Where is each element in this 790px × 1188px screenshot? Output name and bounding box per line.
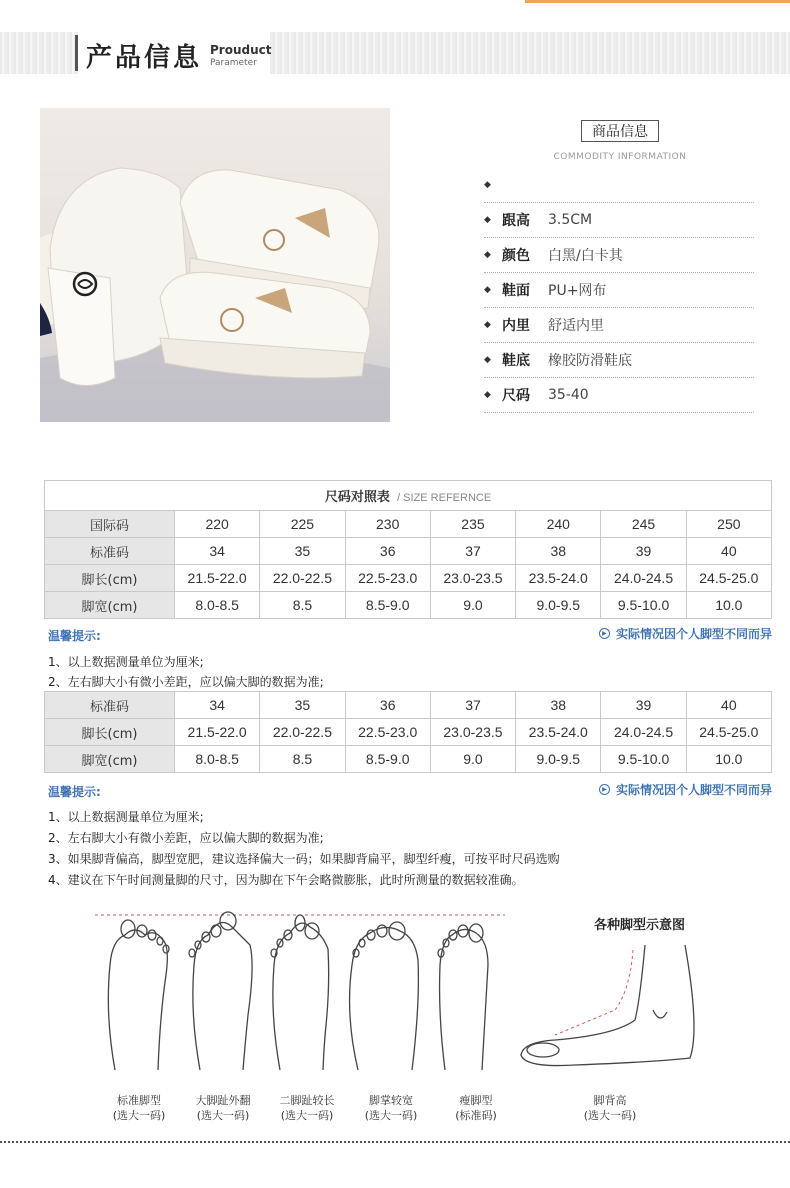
section-header xyxy=(0,32,790,74)
table-cell: 22.5-23.0 xyxy=(345,719,430,746)
table-cell: 35 xyxy=(260,692,345,719)
table-cell: 24.5-25.0 xyxy=(686,719,771,746)
spec-value: 35-40 xyxy=(548,387,589,403)
note-line: 4、建议在下午时间测量脚的尺寸，因为脚在下午会略微膨胀，此时所测量的数据较准确。 xyxy=(48,873,524,887)
table-cell: 37 xyxy=(430,692,515,719)
table-cell: 23.0-23.5 xyxy=(430,565,515,592)
spec-value: 舒适内里 xyxy=(548,318,604,334)
bullet-icon: ◆ xyxy=(484,390,491,400)
bullet-icon: ◆ xyxy=(484,355,491,365)
table-cell: 39 xyxy=(601,692,686,719)
bullet-icon: ◆ xyxy=(484,180,491,190)
foot-types-title: 各种脚型示意图 xyxy=(594,918,686,933)
table-cell: 8.5-9.0 xyxy=(345,746,430,773)
table-cell: 8.0-8.5 xyxy=(175,746,260,773)
table-cell: 36 xyxy=(345,692,430,719)
spec-row xyxy=(484,168,754,203)
section-subtitle-en: Parameter xyxy=(210,58,257,68)
size-table xyxy=(44,480,772,619)
play-circle-icon: ▶ xyxy=(599,628,610,639)
table-row xyxy=(45,511,772,538)
table-cell: 9.0 xyxy=(430,592,515,619)
product-photo xyxy=(40,108,390,422)
table-cell: 9.0-9.5 xyxy=(516,746,601,773)
bullet-icon: ◆ xyxy=(484,250,491,260)
table-cell: 9.5-10.0 xyxy=(601,592,686,619)
spec-row xyxy=(484,238,754,273)
spec-key: 鞋底 xyxy=(502,353,530,369)
row-header: 脚宽(cm) xyxy=(45,592,175,619)
table-row xyxy=(45,565,772,592)
table-cell: 23.0-23.5 xyxy=(430,719,515,746)
bullet-icon: ◆ xyxy=(484,320,491,330)
table-cell: 10.0 xyxy=(686,592,771,619)
foot-type-label: 脚背高 (选大一码) xyxy=(583,1094,637,1122)
table-cell: 235 xyxy=(430,511,515,538)
spec-row xyxy=(484,378,754,413)
tips-note: ▶ 实际情况因个人脚型不同而异 xyxy=(599,781,772,798)
spec-value: PU+网布 xyxy=(548,283,607,299)
table-cell: 35 xyxy=(260,538,345,565)
table-cell: 23.5-24.0 xyxy=(516,565,601,592)
top-accent-bar xyxy=(525,0,790,3)
table-cell: 8.5-9.0 xyxy=(345,592,430,619)
section-title-en: Prouduct xyxy=(210,43,272,57)
spec-value: 3.5CM xyxy=(548,212,593,228)
spec-list xyxy=(484,168,754,413)
table-cell: 24.0-24.5 xyxy=(601,719,686,746)
info-title: 商品信息 xyxy=(581,120,659,142)
spec-row xyxy=(484,203,754,238)
table-row xyxy=(45,538,772,565)
table-cell: 22.5-23.0 xyxy=(345,565,430,592)
note-line: 3、如果脚背偏高，脚型宽肥，建议选择偏大一码；如果脚背扁平，脚型纤瘦，可按平时尺码选购 xyxy=(48,852,560,866)
spec-key: 鞋面 xyxy=(502,283,530,299)
spec-key: 颜色 xyxy=(502,248,530,264)
table-cell: 39 xyxy=(601,538,686,565)
spec-row xyxy=(484,308,754,343)
size-table-caption: 尺码对照表 / SIZE REFERNCE xyxy=(45,481,772,511)
tips-label: 温馨提示: xyxy=(48,629,101,643)
foot-type-label: 标准脚型 (选大一码) xyxy=(112,1094,166,1122)
table-cell: 8.0-8.5 xyxy=(175,592,260,619)
high-instep-diagram xyxy=(515,940,710,1075)
spec-key: 尺码 xyxy=(502,388,530,404)
table-cell: 245 xyxy=(601,511,686,538)
table-cell: 21.5-22.0 xyxy=(175,565,260,592)
table-cell: 40 xyxy=(686,692,771,719)
table-cell: 24.0-24.5 xyxy=(601,565,686,592)
foot-type-label: 瘦脚型 (标准码) xyxy=(455,1094,497,1122)
table-cell: 8.5 xyxy=(260,746,345,773)
tips-label: 温馨提示: xyxy=(48,785,101,799)
note-line: 1、以上数据测量单位为厘米; xyxy=(48,655,204,669)
foot-type-label: 大脚趾外翻 (选大一码) xyxy=(195,1094,251,1122)
table-cell: 220 xyxy=(175,511,260,538)
spec-row xyxy=(484,343,754,378)
spec-key: 内里 xyxy=(502,318,530,334)
table-cell: 225 xyxy=(260,511,345,538)
table-row xyxy=(45,692,772,719)
tips-note: ▶ 实际情况因个人脚型不同而异 xyxy=(599,625,772,642)
table-row xyxy=(45,719,772,746)
bottom-divider xyxy=(0,1141,790,1143)
table-cell: 24.5-25.0 xyxy=(686,565,771,592)
play-circle-icon: ▶ xyxy=(599,784,610,795)
spec-value: 橡胶防滑鞋底 xyxy=(548,353,632,369)
header-bar xyxy=(75,35,78,71)
size-table-2 xyxy=(44,691,772,773)
table-row xyxy=(45,592,772,619)
row-header: 脚宽(cm) xyxy=(45,746,175,773)
table-cell: 22.0-22.5 xyxy=(260,565,345,592)
note-line: 2、左右脚大小有微小差距，应以偏大脚的数据为准; xyxy=(48,831,324,845)
foot-type-label: 二脚趾较长 (选大一码) xyxy=(279,1094,335,1122)
info-subtitle: COMMODITY INFORMATION xyxy=(553,152,687,162)
note-line: 1、以上数据测量单位为厘米; xyxy=(48,810,204,824)
table-cell: 36 xyxy=(345,538,430,565)
spec-key: 跟高 xyxy=(502,213,530,229)
spec-value: 白黑/白卡其 xyxy=(548,248,623,264)
table-cell: 230 xyxy=(345,511,430,538)
row-header: 标准码 xyxy=(45,692,175,719)
foot-types-diagram xyxy=(90,905,520,1085)
table-cell: 250 xyxy=(686,511,771,538)
table-cell: 34 xyxy=(175,692,260,719)
table-cell: 37 xyxy=(430,538,515,565)
note-line: 2、左右脚大小有微小差距，应以偏大脚的数据为准; xyxy=(48,675,324,689)
foot-type-label: 脚掌较宽 (选大一码) xyxy=(364,1094,418,1122)
section-title: 产品信息 xyxy=(86,43,203,73)
table-cell: 10.0 xyxy=(686,746,771,773)
row-header: 脚长(cm) xyxy=(45,719,175,746)
bullet-icon: ◆ xyxy=(484,285,491,295)
table-cell: 34 xyxy=(175,538,260,565)
spec-row xyxy=(484,273,754,308)
table-cell: 23.5-24.0 xyxy=(516,719,601,746)
table-cell: 9.0-9.5 xyxy=(516,592,601,619)
table-cell: 9.0 xyxy=(430,746,515,773)
row-header: 国际码 xyxy=(45,511,175,538)
table-cell: 22.0-22.5 xyxy=(260,719,345,746)
table-cell: 8.5 xyxy=(260,592,345,619)
table-row xyxy=(45,746,772,773)
table-cell: 21.5-22.0 xyxy=(175,719,260,746)
row-header: 标准码 xyxy=(45,538,175,565)
table-cell: 9.5-10.0 xyxy=(601,746,686,773)
table-cell: 40 xyxy=(686,538,771,565)
table-cell: 38 xyxy=(516,692,601,719)
table-cell: 38 xyxy=(516,538,601,565)
bullet-icon: ◆ xyxy=(484,215,491,225)
row-header: 脚长(cm) xyxy=(45,565,175,592)
table-cell: 240 xyxy=(516,511,601,538)
